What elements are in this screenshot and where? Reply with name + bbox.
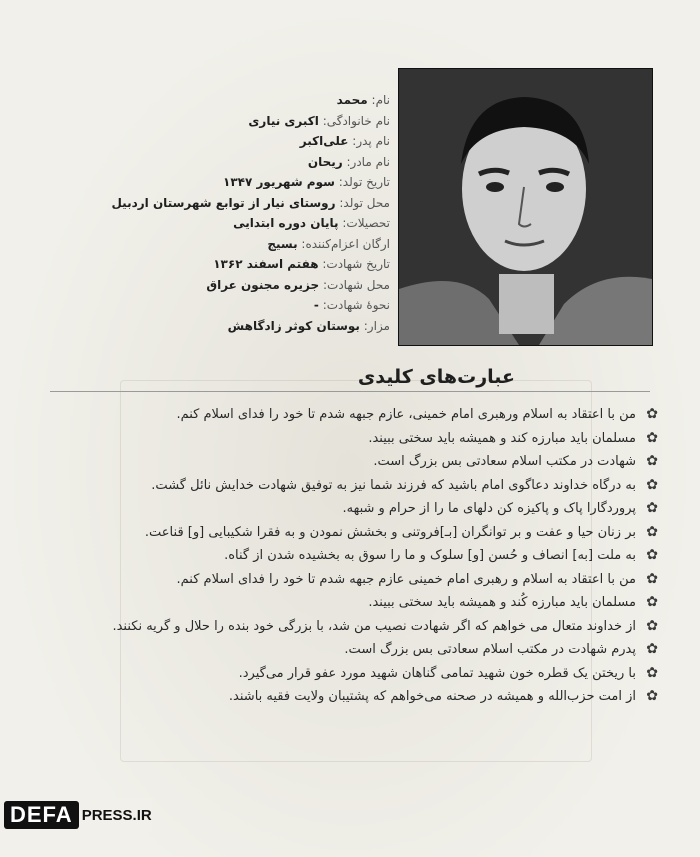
list-item: ✿ پروردگارا پاک و پاکیزه کن دلهای ما را از حرام و شبهه. <box>40 497 660 521</box>
profile-row-grave: مزار: بوستان کوثر زادگاهش <box>227 318 390 333</box>
flower-bullet-icon: ✿ <box>646 429 658 446</box>
key-phrases-list <box>40 403 660 709</box>
profile-row-father: نام پدر: علی‌اکبر <box>299 134 390 148</box>
section-heading: عبارت‌های کلیدی <box>357 366 515 388</box>
profile-row-family: نام خانوادگی: اکبری نیاری <box>248 113 390 128</box>
list-item: ✿ مسلمان باید مبارزه کُند و همیشه باید سختی ببیند. <box>40 591 660 615</box>
profile-row-martyrdom-date: تاریخ شهادت: هفتم اسفند ۱۳۶۲ <box>213 257 390 271</box>
logo-press-text: PRESS.IR <box>81 806 152 824</box>
flower-bullet-icon: ✿ <box>646 453 658 469</box>
flower-bullet-icon: ✿ <box>646 500 658 516</box>
list-item: ✿ پدرم شهادت در مکتب اسلام سعادتی بس بزرگ است. <box>40 638 660 662</box>
heading-divider <box>50 391 650 392</box>
list-item: ✿ از امت حزب‌الله و همیشه در صحنه می‌خواهم که پشتیبان ولایت فقیه باشند. <box>40 685 660 709</box>
flower-bullet-icon: ✿ <box>646 476 658 493</box>
list-item: ✿ از خداوند متعال می خواهم که اگر شهادت نصیب من شد، با بزرگی خود بنده را حلال و گریه نکنند. <box>40 615 660 639</box>
profile-row-martyrdom-manner: نحوهٔ شهادت: - <box>313 298 390 312</box>
flower-bullet-icon: ✿ <box>646 547 658 563</box>
profile-row-birthplace: محل تولد: روستای نیار از توابع شهرستان اردبیل <box>111 195 390 210</box>
profile-row-martyrdom-place: محل شهادت: جزیره مجنون عراق <box>206 277 390 292</box>
profile-row-organ: ارگان اعزام‌کننده: بسیج <box>267 236 390 251</box>
list-item: ✿ من با اعتقاد به اسلام ورهبری امام خمینی، عازم جبهه شدم تا خود را فدای اسلام کنم. <box>40 403 660 427</box>
flower-bullet-icon: ✿ <box>646 664 658 681</box>
flower-bullet-icon: ✿ <box>646 688 658 704</box>
profile-info <box>111 90 390 336</box>
logo-box-text: DEFA <box>4 801 79 829</box>
defapress-logo <box>4 798 152 832</box>
flower-bullet-icon: ✿ <box>646 641 658 657</box>
list-item: ✿ با ریختن یک قطره خون شهید تمامی گناهان شهید مورد عفو قرار می‌گیرد. <box>40 662 660 686</box>
profile-row-education: تحصیلات: پایان دوره ابتدایی <box>233 216 390 230</box>
flower-bullet-icon: ✿ <box>646 406 658 422</box>
flower-bullet-icon: ✿ <box>646 570 658 587</box>
profile-row-mother: نام مادر: ریحان <box>307 154 390 169</box>
flower-bullet-icon: ✿ <box>646 594 658 610</box>
profile-row-name: نام: محمد <box>336 93 390 107</box>
flower-bullet-icon: ✿ <box>646 617 658 634</box>
profile-row-birthdate: تاریخ تولد: سوم شهریور ۱۳۴۷ <box>223 175 390 189</box>
list-item: ✿ من با اعتقاد به اسلام و رهبری امام خمینی عازم جبهه شدم تا خود را فدای اسلام کنم. <box>40 568 660 592</box>
list-item: ✿ بر زنان حیا و عفت و بر توانگران [بـ]فروتنی و بخشش نمودن و به فقرا شکیبایی [و] قناعت. <box>40 521 660 545</box>
list-item: ✿ به درگاه خداوند دعاگوی امام باشید که فرزند شما نیز به توفیق شهادت خدایش نائل گشت. <box>40 474 660 498</box>
flower-bullet-icon: ✿ <box>646 523 658 540</box>
list-item: ✿ به ملت [به] انصاف و حُسن [و] سلوک و ما را سوق به بخشیده شدن از گناه. <box>40 544 660 568</box>
list-item: ✿ مسلمان باید مبارزه کند و همیشه باید سختی ببیند. <box>40 427 660 451</box>
list-item: ✿ شهادت در مکتب اسلام سعادتی بس بزرگ است. <box>40 450 660 474</box>
portrait-photo <box>398 68 653 346</box>
